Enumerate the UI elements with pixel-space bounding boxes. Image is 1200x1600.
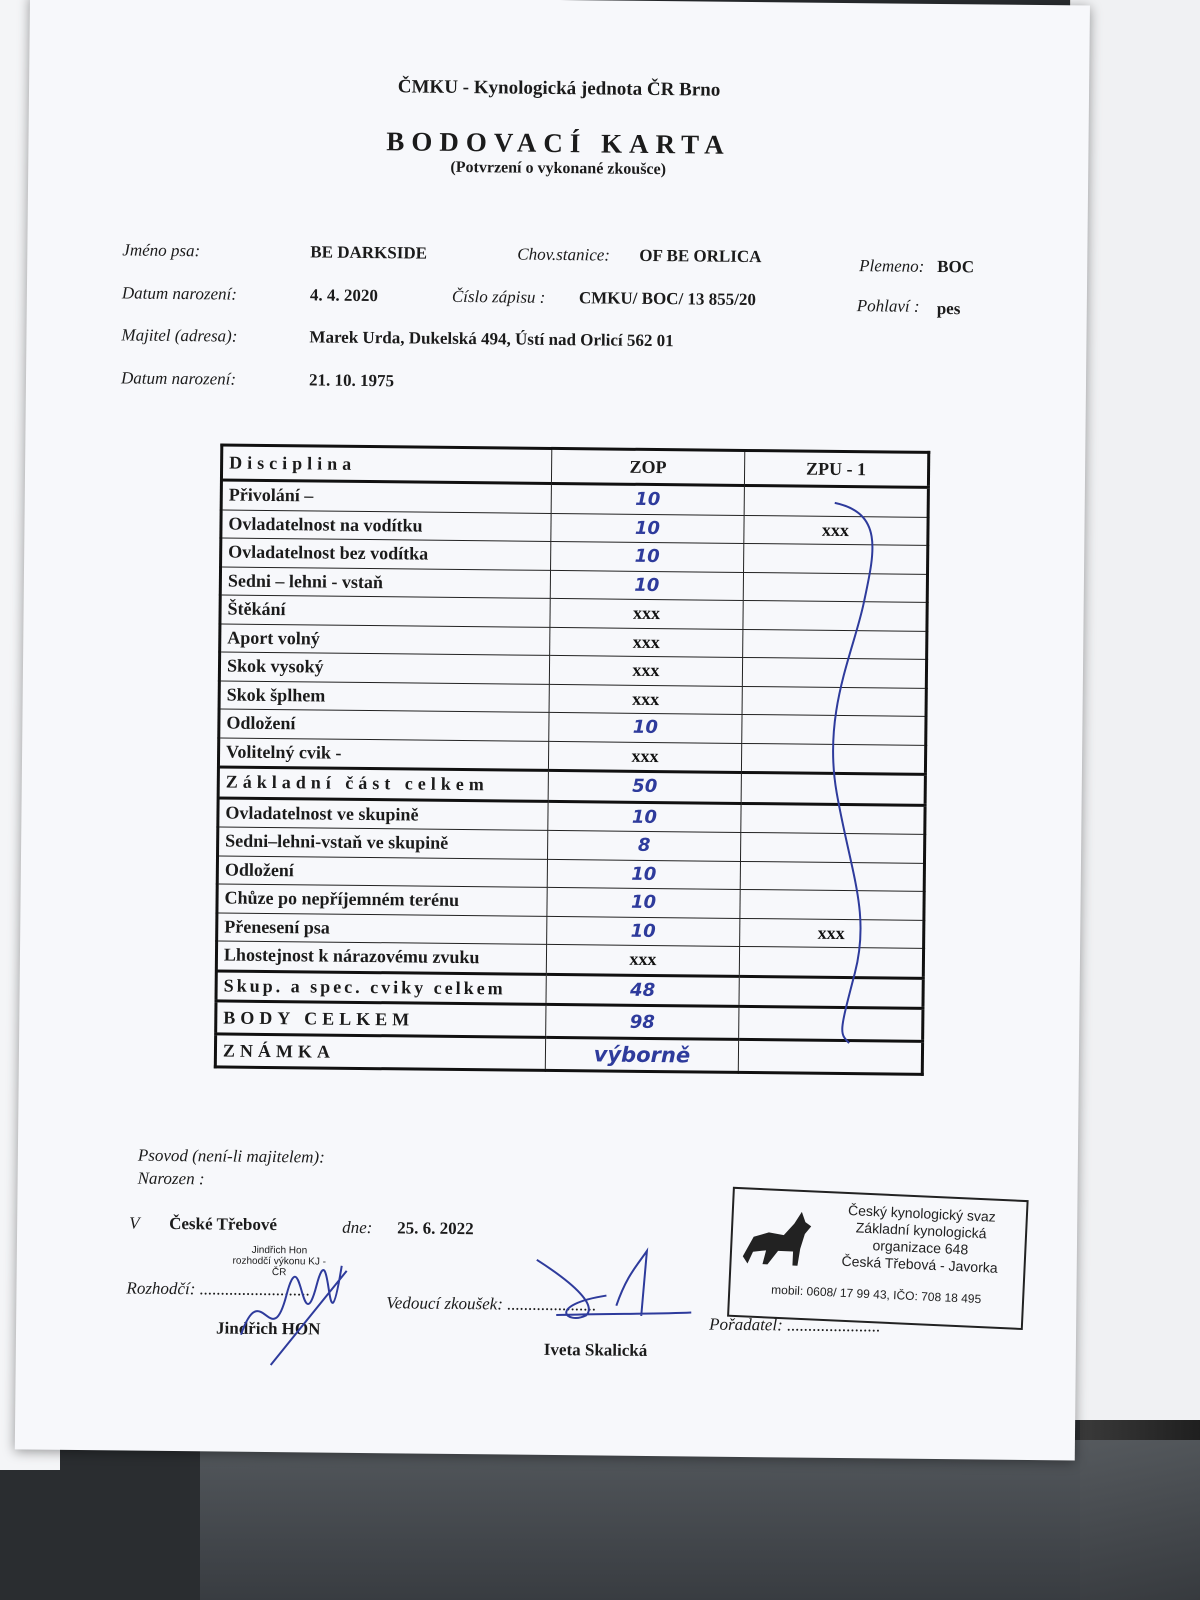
underlying-sheet [1070, 0, 1200, 1420]
discipline-name: Odložení [219, 709, 549, 741]
discipline-name: Přenesení psa [217, 912, 547, 944]
column-header-zop: ZOP [551, 448, 744, 485]
zop-score: xxx [549, 655, 742, 686]
zop-score: xxx [550, 598, 743, 629]
discipline-name: Ovladatelnost na vodítku [221, 509, 551, 541]
date-value: 25. 6. 2022 [397, 1218, 474, 1239]
zpu-score: xxx [740, 918, 924, 948]
discipline-name: Ovladatelnost ve skupině [218, 797, 548, 830]
group-total-zop: 48 [546, 974, 739, 1007]
dog-birth-label: Datum narození: [121, 283, 238, 304]
owner-label: Majitel (adresa): [121, 325, 238, 346]
judge-label: Rozhodčí: .......................... [126, 1278, 311, 1300]
sex-label: Pohlaví : [856, 296, 920, 316]
discipline-name: Chůze po nepříjemném terénu [217, 884, 547, 916]
stamp-line3: Česká Třebová - Javorka [841, 1252, 998, 1276]
judge-name: Jindřich HON [215, 1318, 321, 1339]
plastic-sleeve [200, 1440, 1200, 1600]
zpu-score: xxx [744, 515, 928, 545]
place-value: České Třebové [169, 1213, 278, 1235]
kennel-label: Chov.stanice: [517, 244, 611, 265]
discipline-name: Aport volný [220, 623, 550, 655]
zop-score: 10 [547, 916, 740, 947]
grade-label: ZNÁMKA [215, 1034, 545, 1070]
owner-birth-label: Datum narození: [120, 368, 237, 389]
zop-score: xxx [548, 741, 741, 773]
sex-value: pes [936, 298, 961, 319]
leader-signature [516, 1245, 697, 1327]
zop-score: xxx [550, 627, 743, 658]
discipline-name: Lhostejnost k nárazovému zvuku [216, 941, 546, 974]
kennel-value: OF BE ORLICA [639, 245, 762, 267]
dog-name: BE DARKSIDE [310, 242, 428, 263]
points-total-zop: 98 [546, 1004, 739, 1039]
score-card-page [15, 0, 1090, 1460]
zop-score: 10 [547, 887, 740, 918]
breed-value: BOC [937, 256, 975, 277]
dog-icon [737, 1201, 820, 1275]
discipline-name: Sedni – lehni - vstaň [220, 566, 550, 598]
zop-score: 10 [549, 712, 742, 743]
zop-score: 8 [548, 830, 741, 861]
date-label: dne: [342, 1217, 373, 1238]
leader-name: Iveta Skalická [543, 1339, 648, 1360]
breed-label: Plemeno: [859, 256, 925, 276]
stamp-text-block [819, 1201, 1022, 1278]
discipline-name: Sedni–lehni-vstaň ve skupině [218, 827, 548, 859]
discipline-name: Skok šplhem [219, 680, 549, 712]
dog-birth: 4. 4. 2020 [309, 285, 378, 306]
psovod-label: Psovod (není-li majitelem): [137, 1145, 325, 1167]
zop-score: xxx [546, 944, 739, 976]
registration-label: Číslo zápisu : [451, 286, 546, 307]
basic-total-zop: 50 [548, 770, 741, 803]
discipline-name: Štěkání [220, 595, 550, 627]
organization-stamp [727, 1187, 1029, 1330]
discipline-name: Skok vysoký [219, 652, 549, 684]
stamp-line2: Základní kynologická organizace 648 [855, 1219, 987, 1258]
document-subtitle: (Potvrzení o vykonané zkoušce) [450, 158, 667, 179]
zop-score: 10 [551, 513, 744, 544]
points-total-label: BODY CELKEM [216, 1001, 546, 1037]
zop-score: 10 [547, 859, 740, 890]
registration-value: CMKU/ BOC/ 13 855/20 [578, 288, 757, 310]
strike-line-squiggle [799, 493, 895, 1054]
discipline-name: Ovladatelnost bez vodítka [221, 538, 551, 570]
zop-score: 10 [551, 483, 744, 515]
place-prefix: V [129, 1213, 140, 1233]
owner-birth: 21. 10. 1975 [308, 370, 395, 391]
stamp-line1: Český kynologický svaz [847, 1202, 997, 1225]
discipline-name: Odložení [217, 855, 547, 887]
group-total-label: Skup. a spec. cviky celkem [216, 970, 546, 1004]
zop-score: 10 [548, 801, 741, 833]
narozen-label: Narozen : [137, 1168, 205, 1189]
discipline-name: Přivolání – [221, 480, 551, 513]
organization-header: ČMKU - Kynologická jednota ČR Brno [397, 76, 721, 101]
dog-name-label: Jméno psa: [122, 240, 201, 261]
judge-stamp-text: Jindřich Hon rozhodčí výkonu KJ - ČR [232, 1244, 327, 1279]
column-header-discipline: Disciplina [221, 445, 551, 483]
judge-signature [231, 1255, 362, 1376]
organizer-label: Pořadatel: ...................... [709, 1314, 881, 1336]
document-title: BODOVACÍ KARTA [386, 126, 731, 160]
zop-score: 10 [550, 570, 743, 601]
zop-score: xxx [549, 684, 742, 715]
zop-score: 10 [551, 541, 744, 572]
discipline-name: Volitelný cvik - [218, 737, 548, 770]
leader-label: Vedoucí zkoušek: ..................... [386, 1293, 597, 1315]
column-header-zpu: ZPU - 1 [744, 450, 928, 487]
owner-value: Marek Urda, Dukelská 494, Ústí nad Orlicí 562 01 [309, 327, 674, 351]
grade-value: výborně [545, 1037, 738, 1072]
stamp-line4: mobil: 0608/ 17 99 43, IČO: 708 18 495 [770, 1282, 982, 1307]
basic-total-label: Základní část celkem [218, 767, 548, 801]
